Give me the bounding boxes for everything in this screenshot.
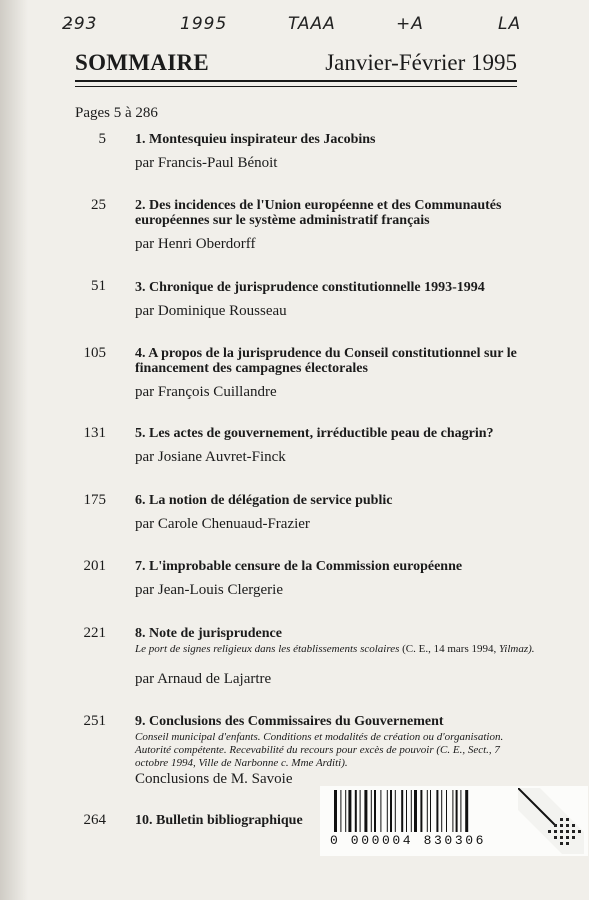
article-title[interactable]: 10. Bulletin bibliographique <box>135 813 303 828</box>
article-description: Conseil municipal d'enfants. Conditions et modalités de création ou d'organisation. Autorité compétente. Recevabilité du recours pour excès de pouvoir (C. E., Sect., 7 octobre 1994, Ville de Narbonne c. Mme Arditi). <box>135 731 504 769</box>
barcode-bar <box>364 790 367 832</box>
article-title[interactable]: 1. Montesquieu inspirateur des Jacobins <box>135 132 376 147</box>
barcode-sticker <box>320 786 588 856</box>
barcode-bar <box>465 790 468 832</box>
barcode-bar <box>374 790 376 832</box>
barcode-bar <box>460 790 461 832</box>
article-title[interactable]: 3. Chronique de jurisprudence constitutionnelle 1993-1994 <box>135 280 485 295</box>
header-rule-thin <box>75 86 517 87</box>
barcode-bar <box>348 790 351 832</box>
barcode-bar <box>446 790 447 832</box>
page-number: 264 <box>83 812 106 828</box>
page-number: 221 <box>83 625 106 641</box>
article-author: par Josiane Auvret-Finck <box>135 449 286 465</box>
handwritten-note-1: 2̵93 <box>62 14 98 34</box>
handwritten-note-2: 1995 <box>180 14 228 34</box>
handwritten-note-3: TAAA <box>288 14 336 34</box>
page-number: 25 <box>91 197 106 213</box>
barcode-bar <box>456 790 458 832</box>
barcode-bar <box>436 790 438 832</box>
handwritten-note-4: +A <box>396 14 424 34</box>
pages-range: Pages 5 à 286 <box>75 105 158 121</box>
description-name: Yilmaz). <box>499 643 535 655</box>
barcode-bar <box>355 790 357 832</box>
page-number: 175 <box>83 492 106 508</box>
barcode-bar <box>452 790 453 832</box>
barcode-bar <box>406 790 407 832</box>
barcode-bar <box>340 790 341 832</box>
article-author: par Carole Chenuaud-Frazier <box>135 516 310 532</box>
page-edge-shadow <box>0 0 28 900</box>
barcode-bar <box>334 790 337 832</box>
barcode-number: 0 000004 830306 <box>330 833 487 848</box>
issue-date: Janvier-Février 1995 <box>325 50 517 75</box>
barcode-bar <box>411 790 412 832</box>
barcode-bar <box>390 790 392 832</box>
barcode-bar <box>380 790 381 832</box>
article-author: par Dominique Rousseau <box>135 303 287 319</box>
article-title[interactable]: 6. La notion de délégation de service public <box>135 493 393 508</box>
article-title[interactable]: 9. Conclusions des Commissaires du Gouvernement <box>135 714 444 729</box>
article-author: par Arnaud de Lajartre <box>135 671 272 687</box>
barcode-bar <box>387 790 388 832</box>
description-text: Le port de signes religieux dans les établissements scolaires <box>135 643 400 655</box>
page-number: 201 <box>83 558 106 574</box>
article-author: par Jean-Louis Clergerie <box>135 582 284 598</box>
page-number: 105 <box>83 345 106 361</box>
barcode-bar <box>427 790 428 832</box>
barcode-bar <box>441 790 442 832</box>
handwritten-note-5: LA <box>498 14 522 34</box>
article-author: par François Cuillandre <box>135 384 277 400</box>
barcode-bar <box>414 790 417 832</box>
library-stamp-icon <box>518 788 584 854</box>
barcode-bar <box>360 790 361 832</box>
page-number: 5 <box>98 131 106 147</box>
description-reference: (C. E., 14 mars 1994, <box>402 643 497 655</box>
article-title[interactable]: 7. L'improbable censure de la Commission européenne <box>135 559 463 574</box>
article-title[interactable]: 2. Des incidences de l'Union européenne et des Communautés européennes sur le système administratif français <box>135 198 502 228</box>
article-title[interactable]: 5. Les actes de gouvernement, irréductible peau de chagrin? <box>135 426 494 441</box>
barcode-bar <box>401 790 403 832</box>
page-number: 51 <box>91 278 106 294</box>
barcode-bar <box>430 790 431 832</box>
page-number: 131 <box>83 425 106 441</box>
article-title[interactable]: 8. Note de jurisprudence <box>135 626 282 641</box>
article-author: Conclusions de M. Savoie <box>135 771 293 787</box>
barcode-bars <box>334 790 514 832</box>
barcode-bar <box>395 790 396 832</box>
article-author: par Francis-Paul Bénoit <box>135 155 278 171</box>
article-description <box>135 643 535 656</box>
header-rule <box>75 80 517 82</box>
page-number: 251 <box>83 713 106 729</box>
page-title: SOMMAIRE <box>75 50 210 75</box>
barcode-bar <box>371 790 372 832</box>
barcode-bar <box>345 790 346 832</box>
article-title[interactable]: 4. A propos de la jurisprudence du Conseil constitutionnel sur le financement des campagnes électorales <box>135 346 517 376</box>
barcode-bar <box>420 790 422 832</box>
article-author: par Henri Oberdorff <box>135 236 256 252</box>
header <box>75 50 517 80</box>
